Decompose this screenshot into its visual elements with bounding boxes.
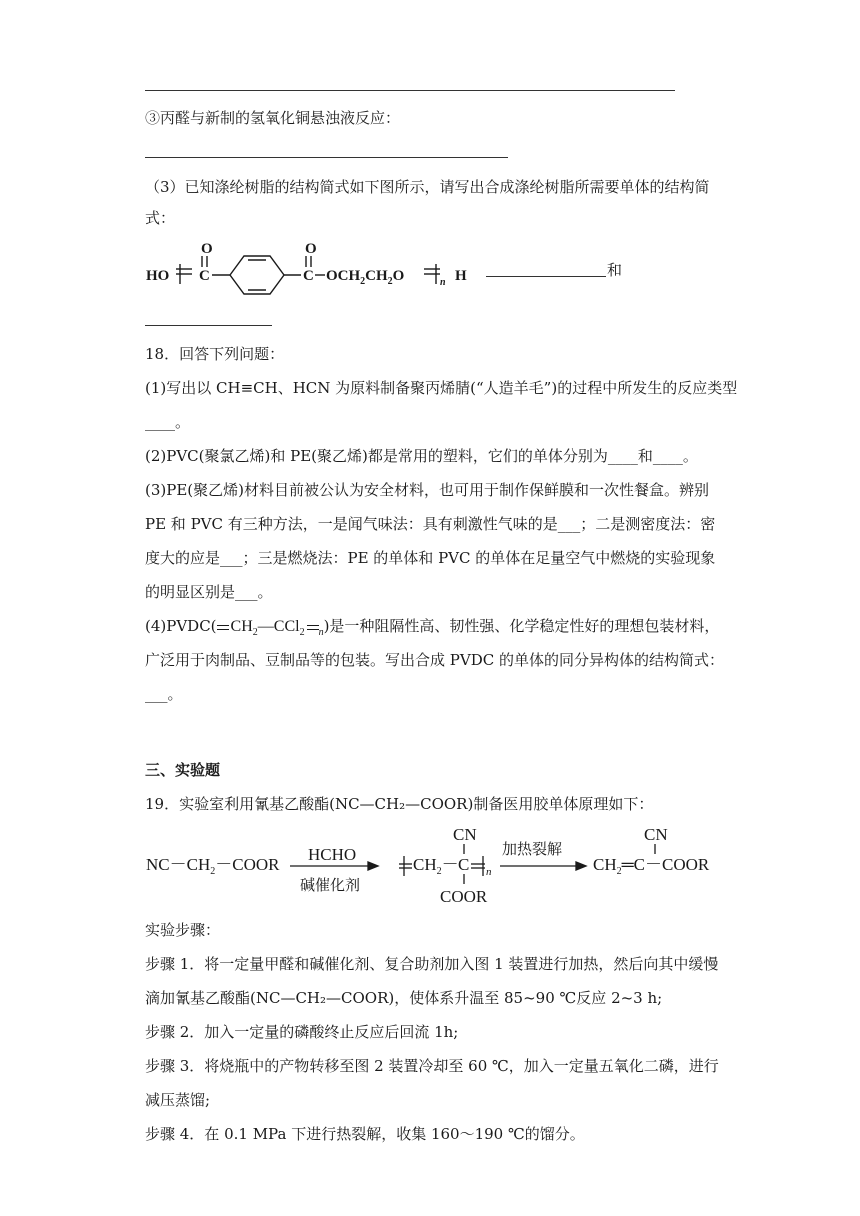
answer-blank xyxy=(486,262,606,277)
reactant-a: NC－CH xyxy=(146,855,211,874)
product-ch: CH xyxy=(593,855,617,874)
q18-p3-line4: 的明显区别是___。 xyxy=(145,583,273,601)
pvdc-sub-2: 2 xyxy=(299,627,305,639)
pet-o2: O xyxy=(305,241,317,257)
product-cn: CN xyxy=(644,825,668,844)
pet-ho: HO xyxy=(146,268,170,284)
pet-n: n xyxy=(440,277,446,288)
q17-part3-line2: 式： xyxy=(145,209,176,227)
reactant-b: －COOR xyxy=(215,855,280,874)
svg-text:CH2═C－COOR xyxy=(593,855,710,877)
polymer-cn: CN xyxy=(453,825,477,844)
pet-o-end: O xyxy=(392,268,405,284)
q19-title: 19．实验室利用氰基乙酸酯(NC—CH₂—COOR)制备医用胶单体原理如下： xyxy=(145,795,654,813)
q18-p3-line3: 度大的应是___；三是燃烧法：PE 的单体和 PVC 的单体在足量空气中燃烧的实验现象 xyxy=(145,549,716,567)
pet-sub-2: 2 xyxy=(387,276,393,287)
step3-line2: 减压蒸馏; xyxy=(145,1091,211,1109)
step2-label: 加热裂解 xyxy=(502,842,563,858)
pet-structure-diagram xyxy=(140,238,480,300)
steps-title: 实验步骤： xyxy=(145,921,221,939)
pet-o1: O xyxy=(201,241,213,257)
q18-p3-line1: (3)PE(聚乙烯)材料目前被公认为安全材料，也可用于制作保鲜膜和一次性餐盒。辨别 xyxy=(145,481,709,499)
q18-p1-line1: (1)写出以 CH≡CH、HCN 为原料制备聚丙烯腈(“人造羊毛”)的过程中所发生的反应类型 xyxy=(145,379,738,397)
q18-p3-line2: PE 和 PVC 有三种方法，一是闻气味法：具有刺激性气味的是___；二是测密度法：密 xyxy=(145,515,716,533)
reactant-sub-2: 2 xyxy=(210,866,216,877)
reaction-scheme xyxy=(140,822,740,908)
q18-title: 18．回答下列问题： xyxy=(145,345,285,363)
pvdc-formula xyxy=(217,618,324,639)
and-label: 和 xyxy=(607,261,623,279)
pvdc-sub-2: 2 xyxy=(252,627,258,639)
q18-p4-suffix: )是一种阻隔性高、韧性强、化学稳定性好的理想包装材料， xyxy=(323,617,720,635)
pet-c2: C xyxy=(303,268,314,284)
pvdc-n: n xyxy=(318,627,324,639)
pet-c1: C xyxy=(199,268,210,284)
q18-p1-line2: ____。 xyxy=(145,413,191,431)
svg-text:NC－CH2－COOR xyxy=(146,855,280,877)
q18-p4-prefix: (4)PVDC( xyxy=(145,617,217,635)
pvdc-ch: CH xyxy=(230,618,253,635)
polymer-c: C xyxy=(458,855,470,874)
q18-p4-line3: ___。 xyxy=(145,685,183,703)
reagent-bottom: 碱催化剂 xyxy=(300,878,361,894)
step4: 步骤 4．在 0.1 MPa 下进行热裂解，收集 160～190 ℃的馏分。 xyxy=(145,1125,585,1143)
pet-chain2: CH xyxy=(365,268,388,284)
reagent-top: HCHO xyxy=(308,845,357,864)
pet-sub-2: 2 xyxy=(360,276,366,287)
section-title: 三、实验题 xyxy=(145,761,221,779)
pet-chain: OCH xyxy=(326,268,361,284)
q17-item3: ③丙醛与新制的氢氧化铜悬浊液反应： xyxy=(145,109,401,127)
product-sub-2: 2 xyxy=(616,866,622,877)
q17-part3-line1: （3）已知涤纶树脂的结构简式如下图所示，请写出合成涤纶树脂所需要单体的结构简 xyxy=(145,178,710,196)
product-b: ═C－COOR xyxy=(621,855,710,874)
pet-h: H xyxy=(455,268,467,284)
q18-p4-line1 xyxy=(145,616,719,643)
step1-line2: 滴加氰基乙酸酯(NC—CH₂—COOR)，使体系升温至 85~90 ℃反应 2~3 h; xyxy=(145,989,663,1007)
polymer-ch: CH xyxy=(413,855,437,874)
pvdc-ccl: —CCl xyxy=(257,618,300,635)
svg-text:CH2－: $CH_2-$ xyxy=(413,855,459,877)
step1-line1: 步骤 1．将一定量甲醛和碱催化剂、复合助剂加入图 1 装置进行加热，然后向其中缓慢 xyxy=(145,955,719,973)
q18-p2: (2)PVC(聚氯乙烯)和 PE(聚乙烯)都是常用的塑料，它们的单体分别为____和____。 xyxy=(145,447,698,465)
polymer-coor: COOR xyxy=(440,887,488,906)
answer-line xyxy=(145,157,508,158)
polymer-n: n xyxy=(486,866,492,878)
step2: 步骤 2．加入一定量的磷酸终止反应后回流 1h; xyxy=(145,1023,459,1041)
q18-p4-line2: 广泛用于肉制品、豆制品等的包装。写出合成 PVDC 的单体的同分异构体的结构简式： xyxy=(145,651,724,669)
pvdc-bracket-right xyxy=(307,625,319,630)
answer-line xyxy=(145,325,272,326)
svg-text:OCH2CH2O xyxy=(326,268,404,287)
pvdc-bracket-left xyxy=(217,625,229,630)
answer-line xyxy=(145,90,675,91)
step3-line1: 步骤 3．将烧瓶中的产物转移至图 2 装置冷却至 60 ℃，加入一定量五氧化二磷，进行 xyxy=(145,1057,719,1075)
polymer-sub-2: 2 xyxy=(436,866,442,877)
